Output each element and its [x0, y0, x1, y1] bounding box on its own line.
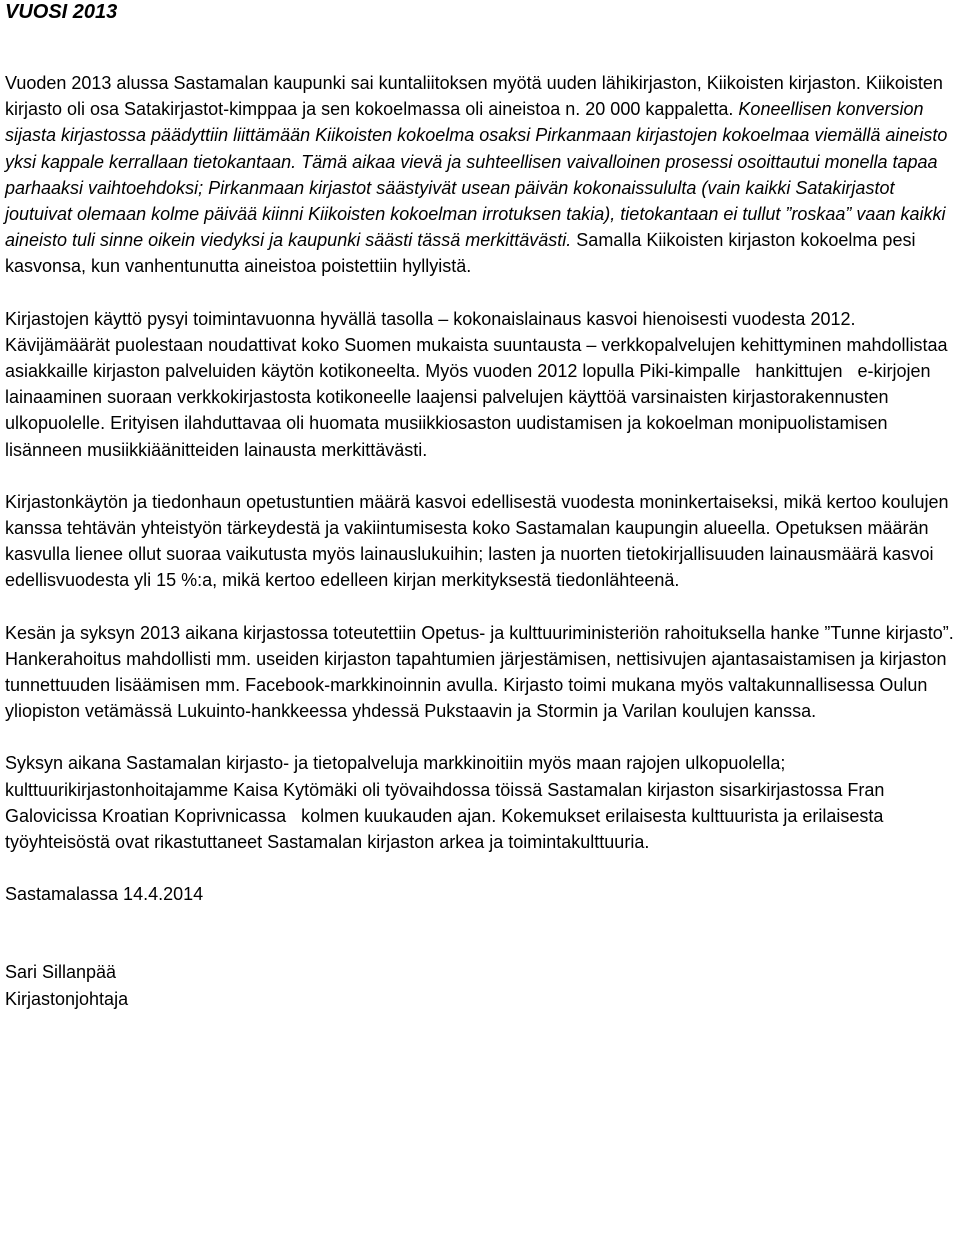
- signer-name: Sari Sillanpää: [5, 962, 117, 983]
- signer-title: Kirjastonjohtaja: [5, 988, 129, 1009]
- paragraph-1-closing: Samalla Kiikoisten kirjaston kokoelma pesi kasvonsa, kun vanhentunutta aineistoa poistettiin hyllyistä.: [5, 230, 916, 277]
- date-line: Sastamalassa 14.4.2014: [5, 884, 204, 905]
- paragraph-1-intro: Vuoden 2013 alussa Sastamalan kaupunki sai kuntaliitoksen myötä uuden lähikirjaston, Kiikoisten kirjaston. Kiikoisten kirjasto oli osa Satakirjastot-kimppaa ja sen kokoelmassa oli aineistoa n. 20 000 kappaletta.: [5, 73, 943, 120]
- paragraph-teaching: Kirjastonkäytön ja tiedonhaun opetustuntien määrä kasvoi edellisestä vuodesta moninkertaiseksi, mikä kertoo koulujen kanssa tehtävän yhteistyön tärkeydestä ja vakiintumisesta koko Sastamalan kaupungin alueella. Opetuksen määrän kasvulla lienee ollut suoraa vaikutusta myös lainauslukuihin; lasten ja nuorten tietokirjallisuuden lainausmäärä kasvoi edellisvuodesta yli 15 %:a, mikä kertoo edelleen kirjan merkityksestä tiedonlähteenä.: [5, 491, 949, 591]
- paragraph-international: Syksyn aikana Sastamalan kirjasto- ja tietopalveluja markkinoitiin myös maan rajojen ulkopuolella; kulttuurikirjastonhoitajamme Kaisa Kytömäki oli työvaihdossa töissä Sastamalan kirjaston sisarkirjastossa Fran Galovicissa Kroatian Koprivnicassa kolmen kuukauden ajan. Kokemukset erilaisesta kulttuurista ja erilaisesta työyhteisöstä ovat rikastuttaneet Sastamalan kirjaston arkea ja toimintakulttuuria.: [5, 753, 890, 853]
- paragraph-1-italic-passage: Koneellisen konversion sijasta kirjastossa päädyttiin liittämään Kiikoisten kokoelma osaksi Pirkanmaan kirjastojen kokoelmaa viemällä aineisto yksi kappale kerrallaan tietokantaan. Tämä aikaa vievä ja suhteellisen vaivalloinen prosessi osoittautui monella tapaa parhaaksi vaihtoehdoksi; Pirkanmaan kirjastot säästyivät usean päivän kokonaissululta (vain kaikki Satakirjastot joutuivat olemaan kolme päivää kiinni Kiikoisten kokoelman irrotuksen takia), tietokantaan ei tullut ”roskaa” vaan kaikki aineisto tuli sinne oikein viedyksi ja kaupunki säästi tässä merkittävästi.: [5, 99, 948, 251]
- document-page: [5, 0, 957, 1012]
- paragraph-projects: Kesän ja syksyn 2013 aikana kirjastossa toteutettiin Opetus- ja kulttuuriministeriön rahoituksella hanke ”Tunne kirjasto”. Hankerahoitus mahdollisti mm. useiden kirjaston tapahtumien järjestämisen, nettisivujen ajantasaistamisen ja kirjaston tunnettuuden lisäämisen mm. Facebook-markkinoinnin avulla. Kirjasto toimi mukana myös valtakunnallisessa Oulun yliopiston vetämässä Lukuinto-hankkeessa yhdessä Pukstaavin ja Stormin ja Varilan koulujen kanssa.: [5, 622, 954, 722]
- page-title: VUOSI 2013: [5, 1, 118, 23]
- paragraph-library-usage: Kirjastojen käyttö pysyi toimintavuonna hyvällä tasolla – kokonaislainaus kasvoi hienoisesti vuodesta 2012. Kävijämäärät puolestaan noudattivat koko Suomen mukaista suuntausta – verkkopalvelujen kehittyminen mahdollistaa asiakkaille kirjaston palveluiden käytön kotikoneelta. Myös vuoden 2012 lopulla Piki-kimpalle hankittujen e-kirjojen lainaaminen suoraan verkkokirjastosta kotikoneelle laajensi palvelujen käyttöä varsinaisten kirjastorakennusten ulkopuolelle. Erityisen ilahduttavaa oli huomata musiikkiosaston uudistamisen ja kokoelman monipuolistamisen lisänneen musiikkiäänitteiden lainausta merkittävästi.: [5, 308, 953, 460]
- paragraph-kiikoinen-merger: [5, 70, 957, 280]
- document-body: [5, 70, 957, 1012]
